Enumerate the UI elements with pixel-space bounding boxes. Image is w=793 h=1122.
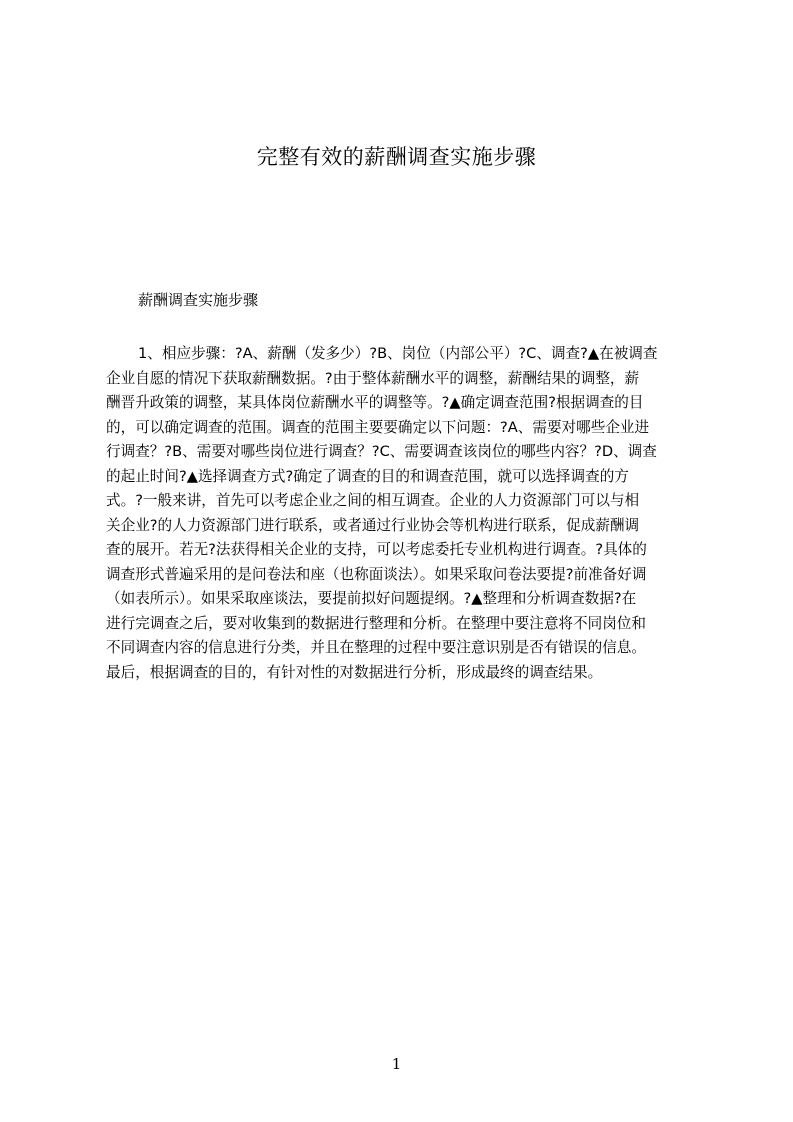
paragraph-line: 的起止时间?▲选择调查方式?确定了调查的目的和调查范围，就可以选择调查的方 <box>106 467 629 485</box>
paragraph-line: 式。?一般来讲，首先可以考虑企业之间的相互调查。企业的人力资源部门可以与相 <box>106 492 640 509</box>
paragraph-line: 的，可以确定调查的范围。调查的范围主要要确定以下问题：?A、需要对哪些企业进 <box>106 418 650 436</box>
paragraph-line: 关企业?的人力资源部门进行联系，或者通过行业协会等机构进行联系，促成薪酬调 <box>106 516 640 534</box>
paragraph-line: 酬晋升政策的调整，某具体岗位薪酬水平的调整等。?▲确定调查范围?根据调查的目 <box>106 394 644 411</box>
paragraph-line: 不同调查内容的信息进行分类，并且在整理的过程中要注意识别是否有错误的信息。 <box>106 639 646 656</box>
paragraph-line: 最后，根据调查的目的，有针对性的对数据进行分析，形成最终的调查结果。 <box>106 663 603 681</box>
page-number: 1 <box>391 1055 402 1073</box>
body-paragraph <box>106 342 700 685</box>
document-title: 完整有效的薪酬调查实施步骤 <box>256 145 537 169</box>
paragraph-line: 查的展开。若无?法获得相关企业的支持，可以考虑委托专业机构进行调查。?具体的 <box>106 541 647 558</box>
paragraph-line: 进行完调查之后，要对收集到的数据进行整理和分析。在整理中要注意将不同岗位和 <box>106 614 646 632</box>
paragraph-line: （如表所示）。如果采取座谈法，要提前拟好问题提纲。?▲整理和分析调查数据?在 <box>106 590 637 607</box>
paragraph-line: 行调查？?B、需要对哪些岗位进行调查？?C、需要调查该岗位的哪些内容？?D、调查 <box>106 443 657 460</box>
section-heading: 薪酬调查实施步骤 <box>138 291 259 309</box>
paragraph-line: 企业自愿的情况下获取薪酬数据。?由于整体薪酬水平的调整，薪酬结果的调整，薪 <box>106 369 640 387</box>
paragraph-line: 1、相应步骤：?A、薪酬（发多少）?B、岗位（内部公平）?C、调查?▲在被调查 <box>138 345 658 362</box>
paragraph-line: 调查形式普遍采用的是问卷法和座（也称面谈法）。如果采取问卷法要提?前准备好调 <box>106 565 647 583</box>
